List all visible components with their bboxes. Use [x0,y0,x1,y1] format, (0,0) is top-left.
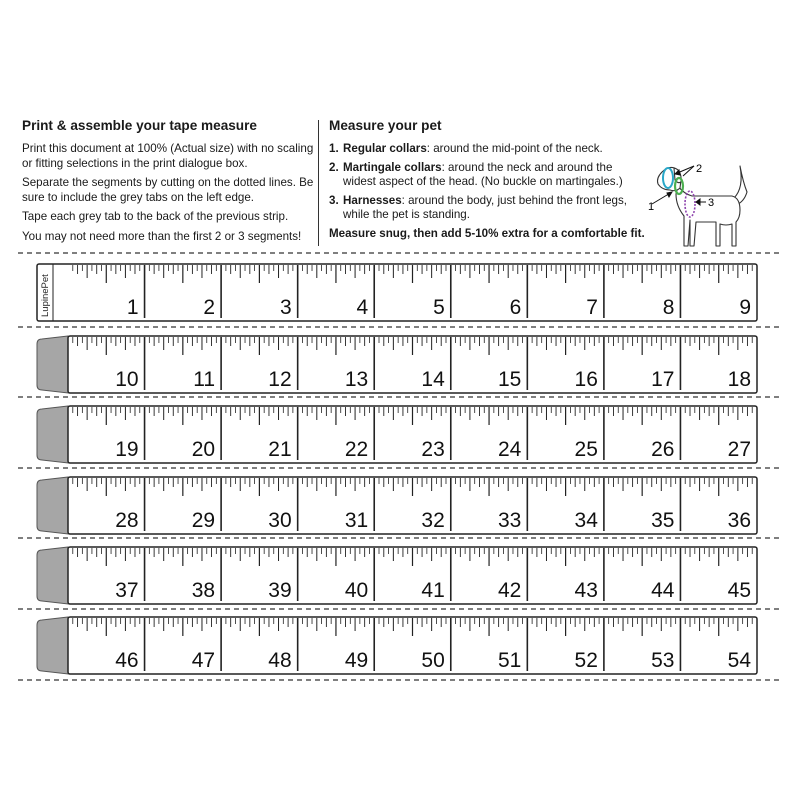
tape-number: 8 [662,296,675,319]
tape-number: 37 [115,579,139,602]
diagram-label-2: 2 [696,163,703,175]
grey-tab [37,547,68,604]
tape-number: 16 [574,368,598,391]
tape-strip-1 [37,264,757,321]
tape-number: 49 [344,649,369,672]
tip-harnesses: 3. Harnesses: around the body, just behind the front legs, while the pet is standing. [329,193,628,222]
tape-number: 48 [268,649,292,672]
instruction-paragraph: You may not need more than the first 2 or 3 segments! [22,229,302,243]
tape-strip-6 [37,617,757,674]
tape-number: 6 [509,296,522,319]
tape-number: 46 [115,649,139,672]
tape-number: 14 [421,368,445,391]
measure-title: Measure your pet [329,118,442,133]
tape-number: 22 [344,438,369,461]
tape-number: 36 [727,509,751,532]
instruction-paragraph: Separate the segments by cutting on the dotted lines. Be sure to include the grey tabs on the left edge. [22,176,314,204]
tape-number: 15 [497,368,522,391]
tape-number: 35 [651,509,675,532]
grey-tab [37,336,68,393]
tape-number: 43 [574,579,598,602]
grey-tab [37,477,68,534]
tape-number: 44 [651,579,675,602]
fit-note: Measure snug, then add 5-10% extra for a comfortable fit. [329,226,645,240]
tape-number: 5 [433,296,445,319]
tape-number: 3 [279,296,292,319]
tape-number: 26 [651,438,675,461]
tape-number: 4 [356,296,369,319]
tape-number: 25 [574,438,598,461]
tape-number: 19 [115,438,139,461]
tape-number: 18 [727,368,751,391]
tape-strip-4 [37,477,757,534]
tape-number: 34 [574,509,598,532]
tape-number: 42 [497,579,522,602]
tape-number: 39 [268,579,292,602]
diagram-label-1: 1 [648,201,655,213]
instruction-paragraph: Tape each grey tab to the back of the previous strip. [22,210,289,224]
tape-number: 51 [497,649,522,672]
tape-number: 20 [191,438,216,461]
tape-number: 29 [191,509,216,532]
tape-number: 31 [344,509,369,532]
tape-strip-5 [37,547,757,604]
tape-brand-label: LupinePet [40,274,51,317]
instruction-paragraph: Print this document at 100% (Actual size) with no scaling or fitting selections in the print dialogue box. [22,142,314,170]
tape-number: 53 [651,649,675,672]
tape-strip-3 [37,406,757,463]
tape-number: 23 [421,438,445,461]
tape-number: 38 [191,579,216,602]
tape-number: 47 [191,649,216,672]
tape-number: 10 [115,368,139,391]
tape-number: 40 [344,579,369,602]
tape-number: 28 [115,509,139,532]
tape-number: 13 [344,368,369,391]
grey-tab [37,617,68,674]
tape-number: 17 [651,368,675,391]
tip-martingale-collars: 2. Martingale collars: around the neck and around the widest aspect of the head. (No buckle on martingales.) [329,160,623,189]
tape-number: 11 [193,368,216,391]
tape-number: 45 [727,579,751,602]
tape-number: 12 [268,368,292,391]
tape-number: 1 [126,296,139,319]
tape-strip-2 [37,336,757,393]
diagram-label-3: 3 [708,197,715,209]
tape-number: 50 [421,649,445,672]
tape-number: 52 [574,649,598,672]
tape-number: 27 [727,438,751,461]
tape-number: 41 [421,579,445,602]
tape-number: 7 [586,296,598,319]
tape-number: 2 [203,296,216,319]
tape-number: 9 [739,296,751,319]
tape-number: 54 [727,649,751,672]
tape-number: 30 [268,509,292,532]
tip-regular-collars: 1. Regular collars: around the mid-point of the neck. [329,142,603,155]
tape-number: 33 [497,509,522,532]
instructions-title: Print & assemble your tape measure [22,118,257,133]
grey-tab [37,406,68,463]
tape-number: 32 [421,509,445,532]
tape-number: 24 [497,438,522,461]
tape-number: 21 [268,438,292,461]
